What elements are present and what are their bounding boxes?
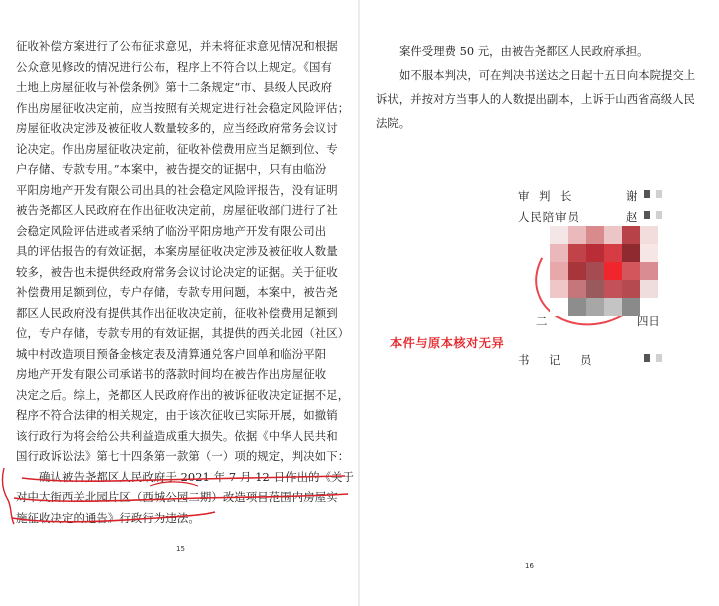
text-line: 城中村改造项目预备金核定表及清算通兑客户回单和临汾平阳 bbox=[16, 346, 327, 361]
juror-title: 人民陪审员 bbox=[518, 210, 580, 224]
text-line: 土地上房屋征收与补偿条例》第十二条规定“市、县级人民政府 bbox=[16, 80, 333, 94]
seal-mosaic bbox=[550, 226, 658, 316]
appeal-line-3: 法院。 bbox=[376, 116, 411, 130]
redaction-mark bbox=[656, 211, 662, 219]
page-number: 15 bbox=[176, 545, 185, 553]
fee-line: 案件受理费 50 元，由被告尧都区人民政府承担。 bbox=[399, 44, 649, 58]
redaction-mark bbox=[644, 190, 650, 198]
text-line: 施征收决定的通告》行政行为违法。 bbox=[16, 510, 200, 525]
text-line: 对中大街西关北园片区（西城公园二期）改造项目范围内房屋实 bbox=[16, 490, 338, 504]
appeal-line-1: 如不服本判决，可在判决书送达之日起十五日向本院提交上 bbox=[399, 68, 696, 82]
text-line: 较多，被告也未提供经政府常务会议讨论决定的证据。关于征收 bbox=[16, 264, 338, 279]
text-line: 户存储、专款专用。”本案中，被告提交的证据中，只有由临汾 bbox=[16, 162, 327, 176]
text-line: 会稳定风险评估进或者采纳了临汾平阳房地产开发有限公司出 bbox=[16, 223, 327, 238]
text-line: 程序不符合法律的相关规定，由于该次征收已实际开展，如撤销 bbox=[16, 408, 338, 422]
date-prefix: 二 bbox=[536, 314, 548, 328]
text-line: 作出房屋征收决定前，应当按照有关规定进行社会稳定风险评估； bbox=[16, 100, 350, 115]
text-line: 被告尧都区人民政府在作出征收决定前，房屋征收部门进行了社 bbox=[16, 203, 338, 217]
clerk-title: 书 记 员 bbox=[518, 353, 600, 367]
redaction-mark bbox=[656, 190, 662, 198]
redaction-mark bbox=[644, 354, 650, 362]
page-16 bbox=[360, 0, 719, 606]
text-line: 补偿费用足额到位，专户存储，专款专用问题，本案中，被告尧 bbox=[16, 285, 338, 299]
text-line: 具的评估报告的有效证据，本案房屋征收决定涉及被征收人数量 bbox=[16, 244, 338, 258]
text-line: 国行政诉讼法》第七十四条第一款第（一）项的规定，判决如下： bbox=[16, 449, 350, 463]
left-page-body bbox=[16, 36, 354, 528]
page-number: 16 bbox=[525, 562, 534, 570]
right-page-body bbox=[376, 39, 706, 135]
verification-stamp-text: 本件与原本核对无异 bbox=[390, 336, 505, 350]
appeal-line-2: 诉状，并按对方当事人的人数提出副本，上诉于山西省高级人民 bbox=[376, 92, 695, 106]
text-line: 征收补偿方案进行了公布征求意见，并未将征求意见情况和根据 bbox=[16, 39, 338, 53]
text-line: 决定之后。综上，尧都区人民政府作出的被诉征收决定证据不足， bbox=[16, 387, 350, 402]
text-line: 确认被告尧都区人民政府于 2021 年 7 月 12 日作出的《关于 bbox=[16, 469, 354, 484]
date-suffix: 四日 bbox=[637, 314, 660, 328]
judge-name: 谢 bbox=[626, 189, 638, 203]
juror-name: 赵 bbox=[626, 210, 638, 224]
text-line: 平阳房地产开发有限公司出具的社会稳定风险评报告，没有证明 bbox=[16, 182, 338, 197]
judge-title: 审 判 长 bbox=[518, 189, 575, 203]
text-line: 位，专户存储，专款专用的有效证据，其提供的西关北园（社区） bbox=[16, 326, 350, 340]
redaction-mark bbox=[644, 211, 650, 219]
text-line: 都区人民政府没有提供其作出征收决定前，征收补偿费用足额到 bbox=[16, 305, 338, 320]
redaction-mark bbox=[656, 354, 662, 362]
text-line: 该行政行为将会给公共利益造成重大损失。依据《中华人民共和 bbox=[16, 428, 338, 443]
text-line: 公众意见修改的情况进行公布，程序上不符合以上规定。《国有 bbox=[16, 59, 333, 74]
text-line: 房地产开发有限公司承诺书的落款时间均在被告作出房屋征收 bbox=[16, 367, 327, 381]
text-line: 论决定。作出房屋征收决定前，征收补偿费用应当足额到位、专 bbox=[16, 141, 338, 156]
text-line: 房屋征收决定涉及被征收人数量较多的，应当经政府常务会议讨 bbox=[16, 121, 338, 135]
